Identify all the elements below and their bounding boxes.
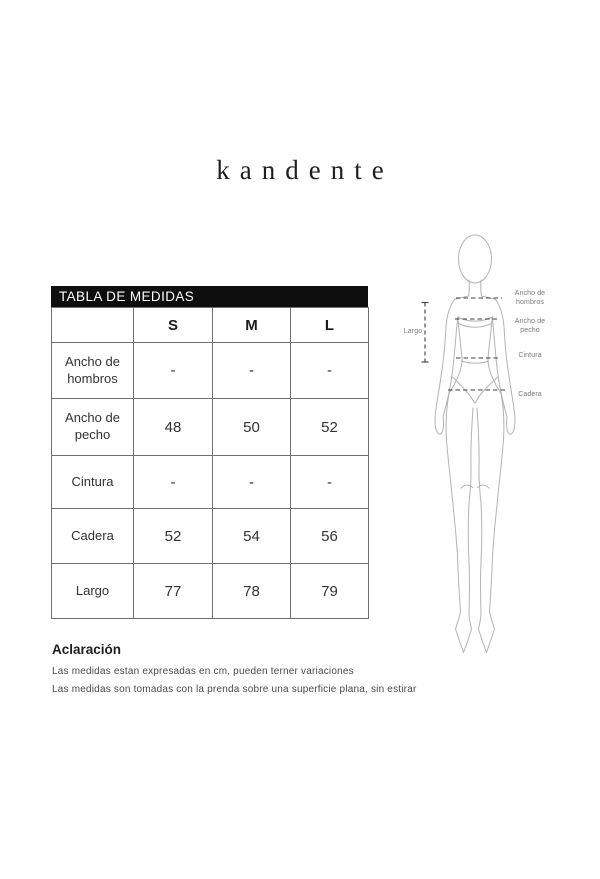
notes-section <box>52 642 532 702</box>
cell-largo-l: 79 <box>291 564 369 619</box>
cell-largo-m: 78 <box>213 564 291 619</box>
table-row-largo <box>52 564 369 619</box>
row-label-cadera: Cadera <box>52 509 134 564</box>
cell-cadera-l: 56 <box>291 509 369 564</box>
cell-hombros-m: - <box>213 343 291 399</box>
cell-hombros-s: - <box>134 343 213 399</box>
cell-hombros-l: - <box>291 343 369 399</box>
corner-cell <box>52 308 134 343</box>
table-header-row <box>52 308 369 343</box>
figure-label-hips: Cadera <box>518 391 542 398</box>
table-row-hombros <box>52 343 369 399</box>
cell-cadera-m: 54 <box>213 509 291 564</box>
figure-label-length: Largo <box>403 328 423 335</box>
notes-line-2: Las medidas son tomadas con la prenda sobre una superficie plana, sin estirar <box>52 684 417 695</box>
measurements-table <box>51 307 369 619</box>
figure-label-waist: Cintura <box>518 352 542 359</box>
size-header-l: L <box>291 308 369 343</box>
body-figure-illustration <box>375 215 575 665</box>
cell-pecho-s: 48 <box>134 399 213 456</box>
notes-line-1: Las medidas estan expresadas en cm, pueden terner variaciones <box>52 666 354 677</box>
cell-cadera-s: 52 <box>134 509 213 564</box>
figure-label-chest: Ancho de pecho <box>514 318 546 334</box>
table-row-cadera <box>52 509 369 564</box>
cell-cintura-m: - <box>213 456 291 509</box>
size-header-m: M <box>213 308 291 343</box>
notes-heading: Aclaración <box>52 642 122 657</box>
size-table <box>51 286 368 619</box>
table-row-pecho <box>52 399 369 456</box>
row-label-cintura: Cintura <box>52 456 134 509</box>
cell-cintura-s: - <box>134 456 213 509</box>
row-label-pecho: Ancho de pecho <box>52 399 134 456</box>
cell-largo-s: 77 <box>134 564 213 619</box>
cell-cintura-l: - <box>291 456 369 509</box>
cell-pecho-m: 50 <box>213 399 291 456</box>
brand-wordmark: kandente <box>216 155 394 185</box>
measurement-lines <box>422 298 507 390</box>
row-label-hombros: Ancho de hombros <box>52 343 134 399</box>
table-row-cintura <box>52 456 369 509</box>
head-outline <box>459 235 492 283</box>
figure-label-shoulders: Ancho de hombros <box>514 290 546 306</box>
size-header-s: S <box>134 308 213 343</box>
table-title-bar: TABLA DE MEDIDAS <box>51 286 368 307</box>
row-label-largo: Largo <box>52 564 134 619</box>
cell-pecho-l: 52 <box>291 399 369 456</box>
